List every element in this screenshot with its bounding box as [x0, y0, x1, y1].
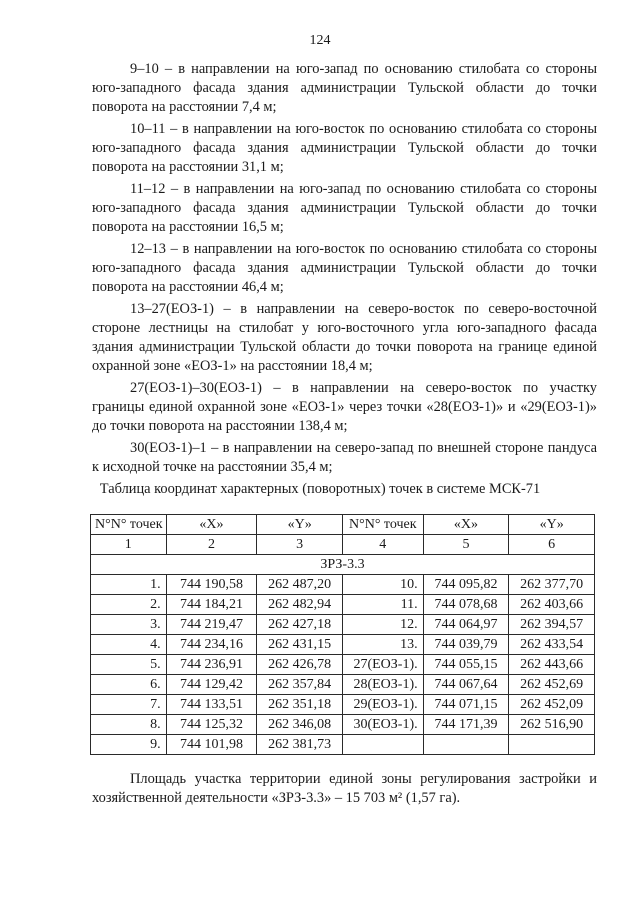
table-row — [91, 655, 595, 675]
table-row — [91, 595, 595, 615]
point-id-cell: 11. — [342, 595, 423, 615]
y-coordinate-cell: 262 426,78 — [257, 655, 343, 675]
x-coordinate-cell: 744 071,15 — [423, 695, 509, 715]
point-id-cell: 28(ЕОЗ-1). — [342, 675, 423, 695]
point-id-cell: 12. — [342, 615, 423, 635]
header-cell: N°N° точек — [91, 515, 167, 535]
point-id-cell: 10. — [342, 575, 423, 595]
x-coordinate-cell: 744 184,21 — [166, 595, 257, 615]
x-coordinate-cell — [423, 735, 509, 755]
y-coordinate-cell: 262 482,94 — [257, 595, 343, 615]
coordinates-table — [90, 514, 595, 755]
point-id-cell: 27(ЕОЗ-1). — [342, 655, 423, 675]
y-coordinate-cell: 262 452,09 — [509, 695, 595, 715]
y-coordinate-cell: 262 377,70 — [509, 575, 595, 595]
zone-row — [91, 555, 595, 575]
header-cell: «X» — [166, 515, 257, 535]
header-cell: «X» — [423, 515, 509, 535]
x-coordinate-cell: 744 236,91 — [166, 655, 257, 675]
column-number-cell: 3 — [257, 535, 343, 555]
point-id-cell: 6. — [91, 675, 167, 695]
y-coordinate-cell: 262 431,15 — [257, 635, 343, 655]
area-statement: Площадь участка территории единой зоны регулирования застройки и хозяйственной деятельности «ЗРЗ-3.3» – 15 703 м² (1,57 га). — [92, 771, 597, 806]
point-id-cell: 3. — [91, 615, 167, 635]
table-row — [91, 695, 595, 715]
point-id-cell: 2. — [91, 595, 167, 615]
x-coordinate-cell: 744 095,82 — [423, 575, 509, 595]
boundary-segment-paragraph: 9–10 – в направлении на юго-запад по основанию стилобата со стороны юго-западного фасада здания администрации Тульской области до точки поворота на расстоянии 7,4 м; — [92, 61, 597, 115]
point-id-cell: 30(ЕОЗ-1). — [342, 715, 423, 735]
header-cell: N°N° точек — [342, 515, 423, 535]
point-id-cell: 1. — [91, 575, 167, 595]
table-row — [91, 575, 595, 595]
x-coordinate-cell: 744 067,64 — [423, 675, 509, 695]
y-coordinate-cell: 262 433,54 — [509, 635, 595, 655]
table-row — [91, 635, 595, 655]
column-number-cell: 5 — [423, 535, 509, 555]
y-coordinate-cell: 262 427,18 — [257, 615, 343, 635]
column-number-cell: 1 — [91, 535, 167, 555]
point-id-cell: 4. — [91, 635, 167, 655]
x-coordinate-cell: 744 064,97 — [423, 615, 509, 635]
table-caption: Таблица координат характерных (поворотных) точек в системе МСК-71 — [99, 481, 541, 497]
y-coordinate-cell: 262 346,08 — [257, 715, 343, 735]
y-coordinate-cell: 262 452,69 — [509, 675, 595, 695]
point-id-cell: 29(ЕОЗ-1). — [342, 695, 423, 715]
x-coordinate-cell: 744 078,68 — [423, 595, 509, 615]
x-coordinate-cell: 744 234,16 — [166, 635, 257, 655]
boundary-description — [92, 60, 597, 480]
boundary-segment-paragraph: 12–13 – в направлении на юго-восток по основанию стилобата со стороны юго-западного фасада здания администрации Тульской области до точки поворота на расстоянии 46,4 м; — [92, 241, 597, 295]
point-id-cell: 9. — [91, 735, 167, 755]
y-coordinate-cell: 262 381,73 — [257, 735, 343, 755]
column-number-row — [91, 535, 595, 555]
x-coordinate-cell: 744 101,98 — [166, 735, 257, 755]
table-row — [91, 675, 595, 695]
point-id-cell — [342, 735, 423, 755]
x-coordinate-cell: 744 133,51 — [166, 695, 257, 715]
zone-label-cell: ЗРЗ-3.3 — [91, 555, 595, 575]
point-id-cell: 13. — [342, 635, 423, 655]
page-number: 124 — [309, 33, 331, 48]
y-coordinate-cell: 262 394,57 — [509, 615, 595, 635]
column-number-cell: 2 — [166, 535, 257, 555]
boundary-segment-paragraph: 11–12 – в направлении на юго-запад по основанию стилобата со стороны юго-западного фасада здания администрации Тульской области до точки поворота на расстоянии 16,5 м; — [92, 181, 597, 235]
y-coordinate-cell: 262 516,90 — [509, 715, 595, 735]
x-coordinate-cell: 744 129,42 — [166, 675, 257, 695]
boundary-segment-paragraph: 30(ЕОЗ-1)–1 – в направлении на северо-запад по внешней стороне пандуса к исходной точке на расстоянии 35,4 м; — [92, 440, 597, 475]
x-coordinate-cell: 744 125,32 — [166, 715, 257, 735]
y-coordinate-cell: 262 487,20 — [257, 575, 343, 595]
table-row — [91, 615, 595, 635]
table-row — [91, 735, 595, 755]
column-number-cell: 6 — [509, 535, 595, 555]
header-cell: «Y» — [509, 515, 595, 535]
y-coordinate-cell: 262 443,66 — [509, 655, 595, 675]
coordinate-rows — [91, 575, 595, 755]
header-cell: «Y» — [257, 515, 343, 535]
table-row — [91, 715, 595, 735]
column-number-cell: 4 — [342, 535, 423, 555]
boundary-segment-paragraph: 10–11 – в направлении на юго-восток по основанию стилобата со стороны юго-западного фасада здания администрации Тульской области до точки поворота на расстоянии 31,1 м; — [92, 121, 597, 175]
boundary-segment-paragraph: 27(ЕОЗ-1)–30(ЕОЗ-1) – в направлении на северо-восток по участку границы единой охранной зоне «ЕОЗ-1» через точки «28(ЕОЗ-1)» и «29(ЕОЗ-1)» до точки поворота на расстоянии 138,4 м; — [92, 380, 597, 434]
x-coordinate-cell: 744 055,15 — [423, 655, 509, 675]
boundary-segment-paragraph: 13–27(ЕОЗ-1) – в направлении на северо-восток по северо-восточной стороне лестницы на стилобат у юго-восточного угла юго-западного фасада здания администрации Тульской области до точки поворота на границе единой охранной зоне «ЕОЗ-1» на расстоянии 18,4 м; — [92, 301, 597, 374]
x-coordinate-cell: 744 190,58 — [166, 575, 257, 595]
y-coordinate-cell: 262 357,84 — [257, 675, 343, 695]
y-coordinate-cell: 262 351,18 — [257, 695, 343, 715]
y-coordinate-cell: 262 403,66 — [509, 595, 595, 615]
y-coordinate-cell — [509, 735, 595, 755]
x-coordinate-cell: 744 039,79 — [423, 635, 509, 655]
x-coordinate-cell: 744 171,39 — [423, 715, 509, 735]
point-id-cell: 5. — [91, 655, 167, 675]
point-id-cell: 8. — [91, 715, 167, 735]
x-coordinate-cell: 744 219,47 — [166, 615, 257, 635]
point-id-cell: 7. — [91, 695, 167, 715]
table-header-row — [91, 515, 595, 535]
